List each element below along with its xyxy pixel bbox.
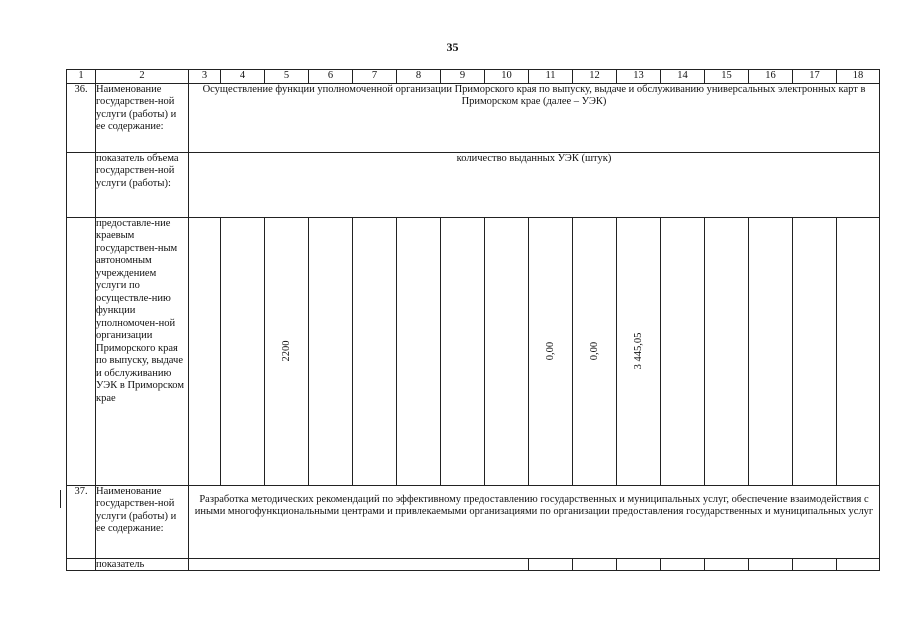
cell-c10	[485, 217, 529, 485]
row-36-indicator-label: показатель объема государствен-ной услуги (работы):	[96, 152, 189, 217]
cell-c9	[441, 217, 485, 485]
header-col-1: 1	[67, 70, 96, 84]
services-table	[66, 69, 880, 571]
value-c11: 0,00	[544, 341, 556, 361]
cell-c15	[705, 217, 749, 485]
r37-c16	[749, 558, 793, 570]
row-37-name-value: Разработка методических рекомендаций по эффективному предоставлению государственных и муниципальных услуг, обеспечение взаимодействия с иными многофункциональными центрами и привлекаемыми организациями по организации предоставления государственных и муниципальных услуг	[189, 485, 880, 558]
page-number: 35	[446, 40, 459, 54]
row-36-provision	[67, 217, 880, 485]
row-36-name-label: Наименование государствен-ной услуги (работы) и ее содержание:	[96, 83, 189, 152]
header-col-5: 5	[265, 70, 309, 84]
row-36-name	[67, 83, 880, 152]
row-36-indicator	[67, 152, 880, 217]
row-36-number: 36.	[67, 83, 96, 152]
header-col-12: 12	[573, 70, 617, 84]
header-col-16: 16	[749, 70, 793, 84]
r37-c14	[661, 558, 705, 570]
row-36-indicator-value: количество выданных УЭК (штук)	[189, 152, 880, 217]
row-37-indicator-label: показатель	[96, 558, 189, 570]
header-col-18: 18	[837, 70, 880, 84]
row-36-name-value: Осуществление функции уполномоченной организации Приморского края по выпуску, выдаче и обслуживанию универсальных электронных карт в Приморском крае (далее – УЭК)	[189, 83, 880, 152]
header-col-17: 17	[793, 70, 837, 84]
r37-c11	[529, 558, 573, 570]
r37-c17	[793, 558, 837, 570]
header-col-8: 8	[397, 70, 441, 84]
value-c12: 0,00	[588, 341, 600, 361]
header-col-14: 14	[661, 70, 705, 84]
r37-c13	[617, 558, 661, 570]
cell-c17	[793, 217, 837, 485]
cell-c4	[221, 217, 265, 485]
header-col-11: 11	[529, 70, 573, 84]
cell-c11	[529, 217, 573, 485]
cell-c14	[661, 217, 705, 485]
row-36-provision-label: предоставле-ние краевым государствен-ным автономным учреждением услуги по осуществле-нию функции уполномочен-ной организации Приморского края по выпуску, выдаче и обслуживанию УЭК в Приморском крае	[96, 217, 189, 485]
cell-c12	[573, 217, 617, 485]
header-col-13: 13	[617, 70, 661, 84]
value-c5: 2200	[280, 340, 292, 362]
header-col-15: 15	[705, 70, 749, 84]
cell-c3	[189, 217, 221, 485]
header-col-10: 10	[485, 70, 529, 84]
r37-c15	[705, 558, 749, 570]
row-37-number: 37.	[67, 485, 96, 558]
row-37-name	[67, 485, 880, 558]
cell-c7	[353, 217, 397, 485]
cell-c18	[837, 217, 880, 485]
cell-c6	[309, 217, 353, 485]
header-col-3: 3	[189, 70, 221, 84]
row-37-indicator-value-merged	[189, 558, 529, 570]
row-37-indicator	[67, 558, 880, 570]
header-row	[67, 70, 880, 84]
row-37-name-label: Наименование государствен-ной услуги (работы) и ее содержание:	[96, 485, 189, 558]
header-col-7: 7	[353, 70, 397, 84]
row-37-indicator-num	[67, 558, 96, 570]
cell-c16	[749, 217, 793, 485]
r37-c18	[837, 558, 880, 570]
header-col-4: 4	[221, 70, 265, 84]
value-c13: 3 445,05	[632, 332, 644, 370]
cell-c13	[617, 217, 661, 485]
row-36-indicator-num	[67, 152, 96, 217]
header-col-2: 2	[96, 70, 189, 84]
r37-c12	[573, 558, 617, 570]
header-col-9: 9	[441, 70, 485, 84]
cell-c8	[397, 217, 441, 485]
row-36-provision-num	[67, 217, 96, 485]
cell-c5	[265, 217, 309, 485]
header-col-6: 6	[309, 70, 353, 84]
